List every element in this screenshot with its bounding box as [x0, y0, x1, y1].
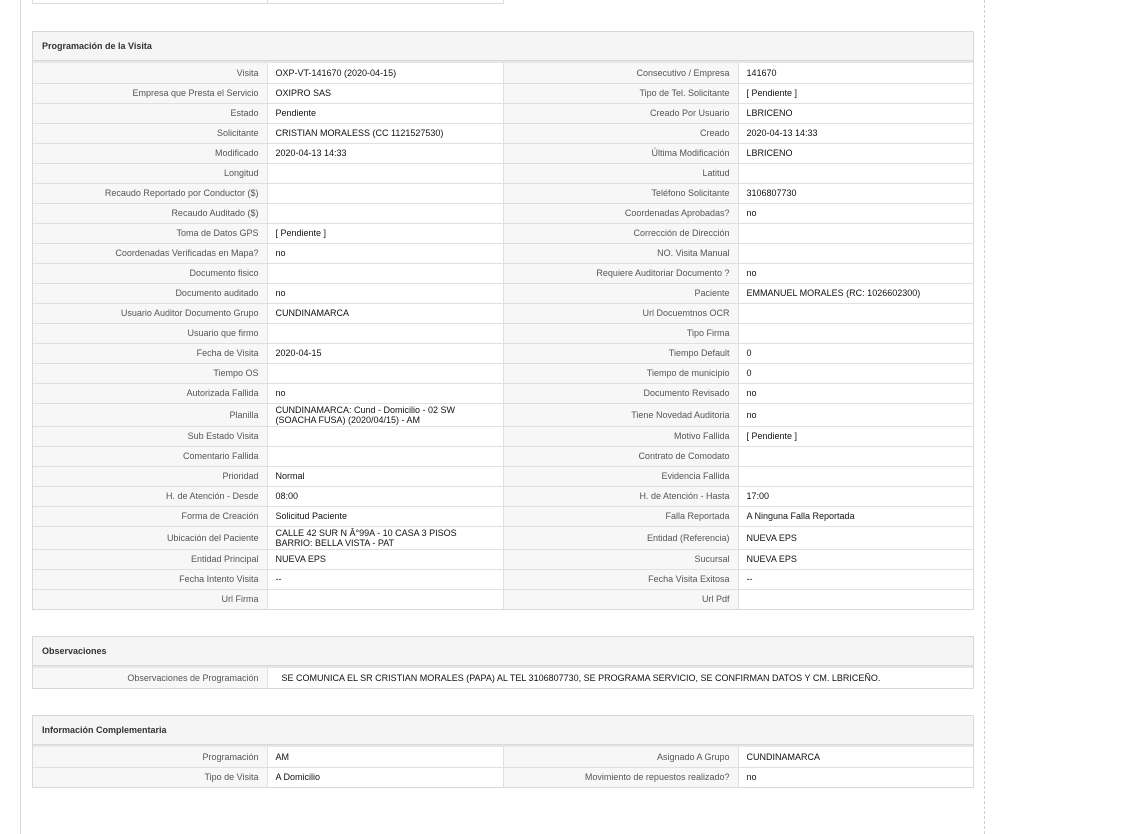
detail-row: [33, 403, 973, 426]
field-label: Creado Por Usuario: [503, 103, 738, 123]
observaciones-table: [33, 668, 973, 688]
field-value: 2020-04-15: [267, 343, 503, 363]
detail-row: [33, 486, 973, 506]
field-label: Entidad Principal: [33, 549, 267, 569]
detail-row: [33, 123, 973, 143]
detail-row: [33, 466, 973, 486]
detail-row: [33, 383, 973, 403]
field-value: no: [738, 767, 973, 787]
observaciones-panel: [32, 636, 974, 689]
field-label: Tiempo Default: [503, 343, 738, 363]
field-label: Recaudo Reportado por Conductor ($): [33, 183, 267, 203]
detail-row: [33, 263, 973, 283]
field-label: Tipo de Tel. Solicitante: [503, 83, 738, 103]
detail-row: [33, 446, 973, 466]
field-label: Paciente: [503, 283, 738, 303]
field-label: Forma de Creación: [33, 506, 267, 526]
detail-row: [33, 747, 973, 767]
complementaria-title: Información Complementaria: [33, 716, 973, 745]
field-value: AM: [267, 747, 503, 767]
field-label: Evidencia Fallida: [503, 466, 738, 486]
detail-row: [33, 549, 973, 569]
field-label: Última Modificación: [503, 143, 738, 163]
field-label: Ubicación del Paciente: [33, 526, 267, 549]
field-value: [267, 363, 503, 383]
field-value: CUNDINAMARCA: [738, 747, 973, 767]
field-label: Entidad (Referencia): [503, 526, 738, 549]
field-label: Fecha Visita Exitosa: [503, 569, 738, 589]
programacion-panel: [32, 31, 974, 610]
field-value: Normal: [267, 466, 503, 486]
field-label: Fecha Intento Visita: [33, 569, 267, 589]
field-label: Tiene Novedad Auditoria: [503, 403, 738, 426]
field-label: Visita: [33, 63, 267, 83]
field-value: Pendiente: [267, 103, 503, 123]
field-value: no: [738, 383, 973, 403]
field-label: Tipo de Visita: [33, 767, 267, 787]
programacion-title: Programación de la Visita: [33, 32, 973, 61]
field-label: Toma de Datos GPS: [33, 223, 267, 243]
field-label: Url Docuemtnos OCR: [503, 303, 738, 323]
field-value: LBRICENO: [738, 103, 973, 123]
field-label: Contrato de Comodato: [503, 446, 738, 466]
field-label: Coordenadas Aprobadas?: [503, 203, 738, 223]
detail-row: [33, 426, 973, 446]
field-label: Usuario que firmo: [33, 323, 267, 343]
field-value: [738, 223, 973, 243]
field-value: no: [267, 383, 503, 403]
field-value: [267, 446, 503, 466]
field-label: Solicitante: [33, 123, 267, 143]
field-value: NUEVA EPS: [738, 526, 973, 549]
field-value: A Ninguna Falla Reportada: [738, 506, 973, 526]
field-value: --: [738, 569, 973, 589]
field-label: Longitud: [33, 163, 267, 183]
field-value: 17:00: [738, 486, 973, 506]
field-label: Asignado A Grupo: [503, 747, 738, 767]
field-value: [738, 243, 973, 263]
field-label: Url Pdf: [503, 589, 738, 609]
field-label: Programación: [33, 747, 267, 767]
detail-row: [33, 363, 973, 383]
observaciones-programacion-value: SE COMUNICA EL SR CRISTIAN MORALES (PAPA) AL TEL 3106807730, SE PROGRAMA SERVICIO, SE CONFIRMAN DATOS Y CM. LBRICEÑO.: [267, 668, 973, 688]
field-value: [738, 446, 973, 466]
field-label: Coordenadas Verificadas en Mapa?: [33, 243, 267, 263]
complementaria-table: [33, 747, 973, 787]
field-value: OXIPRO SAS: [267, 83, 503, 103]
field-label: Planilla: [33, 403, 267, 426]
field-label: Fecha de Visita: [33, 343, 267, 363]
field-label: Sucursal: [503, 549, 738, 569]
detail-row: [33, 303, 973, 323]
field-label: Modificado: [33, 143, 267, 163]
previous-section-edge: [32, 0, 504, 4]
field-value: [267, 426, 503, 446]
field-value: A Domicilio: [267, 767, 503, 787]
field-value: 141670: [738, 63, 973, 83]
field-value: NUEVA EPS: [267, 549, 503, 569]
field-label: Sub Estado Visita: [33, 426, 267, 446]
field-value: [267, 323, 503, 343]
field-label: H. de Atención - Desde: [33, 486, 267, 506]
field-value: [267, 163, 503, 183]
detail-row: [33, 589, 973, 609]
field-value: LBRICENO: [738, 143, 973, 163]
observaciones-programacion-label: Observaciones de Programación: [33, 668, 267, 688]
field-label: Documento fisico: [33, 263, 267, 283]
field-label: Empresa que Presta el Servicio: [33, 83, 267, 103]
field-value: [267, 263, 503, 283]
detail-row: [33, 506, 973, 526]
field-value: OXP-VT-141670 (2020-04-15): [267, 63, 503, 83]
field-label: Corrección de Dirección: [503, 223, 738, 243]
field-label: Tipo Firma: [503, 323, 738, 343]
field-label: Teléfono Solicitante: [503, 183, 738, 203]
field-value: CALLE 42 SUR N Â°99A - 10 CASA 3 PISOS BARRIO: BELLA VISTA - PAT: [267, 526, 503, 549]
field-value: NUEVA EPS: [738, 549, 973, 569]
detail-row: [33, 83, 973, 103]
field-value: [267, 589, 503, 609]
field-label: Comentario Fallida: [33, 446, 267, 466]
field-value: 2020-04-13 14:33: [738, 123, 973, 143]
observaciones-title: Observaciones: [33, 637, 973, 666]
detail-row: [33, 526, 973, 549]
field-value: [738, 303, 973, 323]
field-value: [267, 183, 503, 203]
right-dashed-border: [984, 0, 985, 834]
field-label: Latitud: [503, 163, 738, 183]
field-label: Tiempo de municipio: [503, 363, 738, 383]
detail-row: [33, 183, 973, 203]
field-label: H. de Atención - Hasta: [503, 486, 738, 506]
field-label: Estado: [33, 103, 267, 123]
detail-row: [33, 767, 973, 787]
field-value: no: [738, 263, 973, 283]
field-label: Prioridad: [33, 466, 267, 486]
field-value: [ Pendiente ]: [738, 426, 973, 446]
field-label: Movimiento de repuestos realizado?: [503, 767, 738, 787]
field-label: Usuario Auditor Documento Grupo: [33, 303, 267, 323]
field-label: Tiempo OS: [33, 363, 267, 383]
field-value: [738, 589, 973, 609]
field-value: no: [267, 243, 503, 263]
field-value: 0: [738, 363, 973, 383]
field-value: 08:00: [267, 486, 503, 506]
field-label: Documento Revisado: [503, 383, 738, 403]
field-label: Recaudo Auditado ($): [33, 203, 267, 223]
complementaria-panel: [32, 715, 974, 788]
field-value: EMMANUEL MORALES (RC: 1026602300): [738, 283, 973, 303]
field-label: NO. Visita Manual: [503, 243, 738, 263]
field-label: Creado: [503, 123, 738, 143]
detail-row: [33, 63, 973, 83]
field-value: [ Pendiente ]: [738, 83, 973, 103]
field-value: [738, 466, 973, 486]
field-value: CUNDINAMARCA: [267, 303, 503, 323]
field-label: Falla Reportada: [503, 506, 738, 526]
field-label: Motivo Fallida: [503, 426, 738, 446]
detail-row: [33, 203, 973, 223]
field-value: CRISTIAN MORALESS (CC 1121527530): [267, 123, 503, 143]
field-value: --: [267, 569, 503, 589]
detail-row: [33, 163, 973, 183]
field-value: [267, 203, 503, 223]
field-value: Solicitud Paciente: [267, 506, 503, 526]
detail-row: [33, 569, 973, 589]
field-value: [ Pendiente ]: [267, 223, 503, 243]
field-value: no: [738, 403, 973, 426]
field-value: [738, 323, 973, 343]
field-value: CUNDINAMARCA: Cund - Domicilio - 02 SW (SOACHA FUSA) (2020/04/15) - AM: [267, 403, 503, 426]
field-value: no: [267, 283, 503, 303]
field-label: Requiere Auditoriar Documento ?: [503, 263, 738, 283]
field-label: Url Firma: [33, 589, 267, 609]
detail-row: [33, 143, 973, 163]
detail-row: [33, 243, 973, 263]
field-label: Documento auditado: [33, 283, 267, 303]
detail-row: [33, 283, 973, 303]
field-value: [738, 163, 973, 183]
detail-row: [33, 103, 973, 123]
left-border-line: [20, 0, 21, 834]
detail-row: [33, 343, 973, 363]
field-value: 0: [738, 343, 973, 363]
field-value: 2020-04-13 14:33: [267, 143, 503, 163]
detail-row: [33, 323, 973, 343]
field-label: Autorizada Fallida: [33, 383, 267, 403]
field-label: Consecutivo / Empresa: [503, 63, 738, 83]
field-value: 3106807730: [738, 183, 973, 203]
detail-row: [33, 223, 973, 243]
programacion-table: [33, 63, 973, 609]
field-value: no: [738, 203, 973, 223]
